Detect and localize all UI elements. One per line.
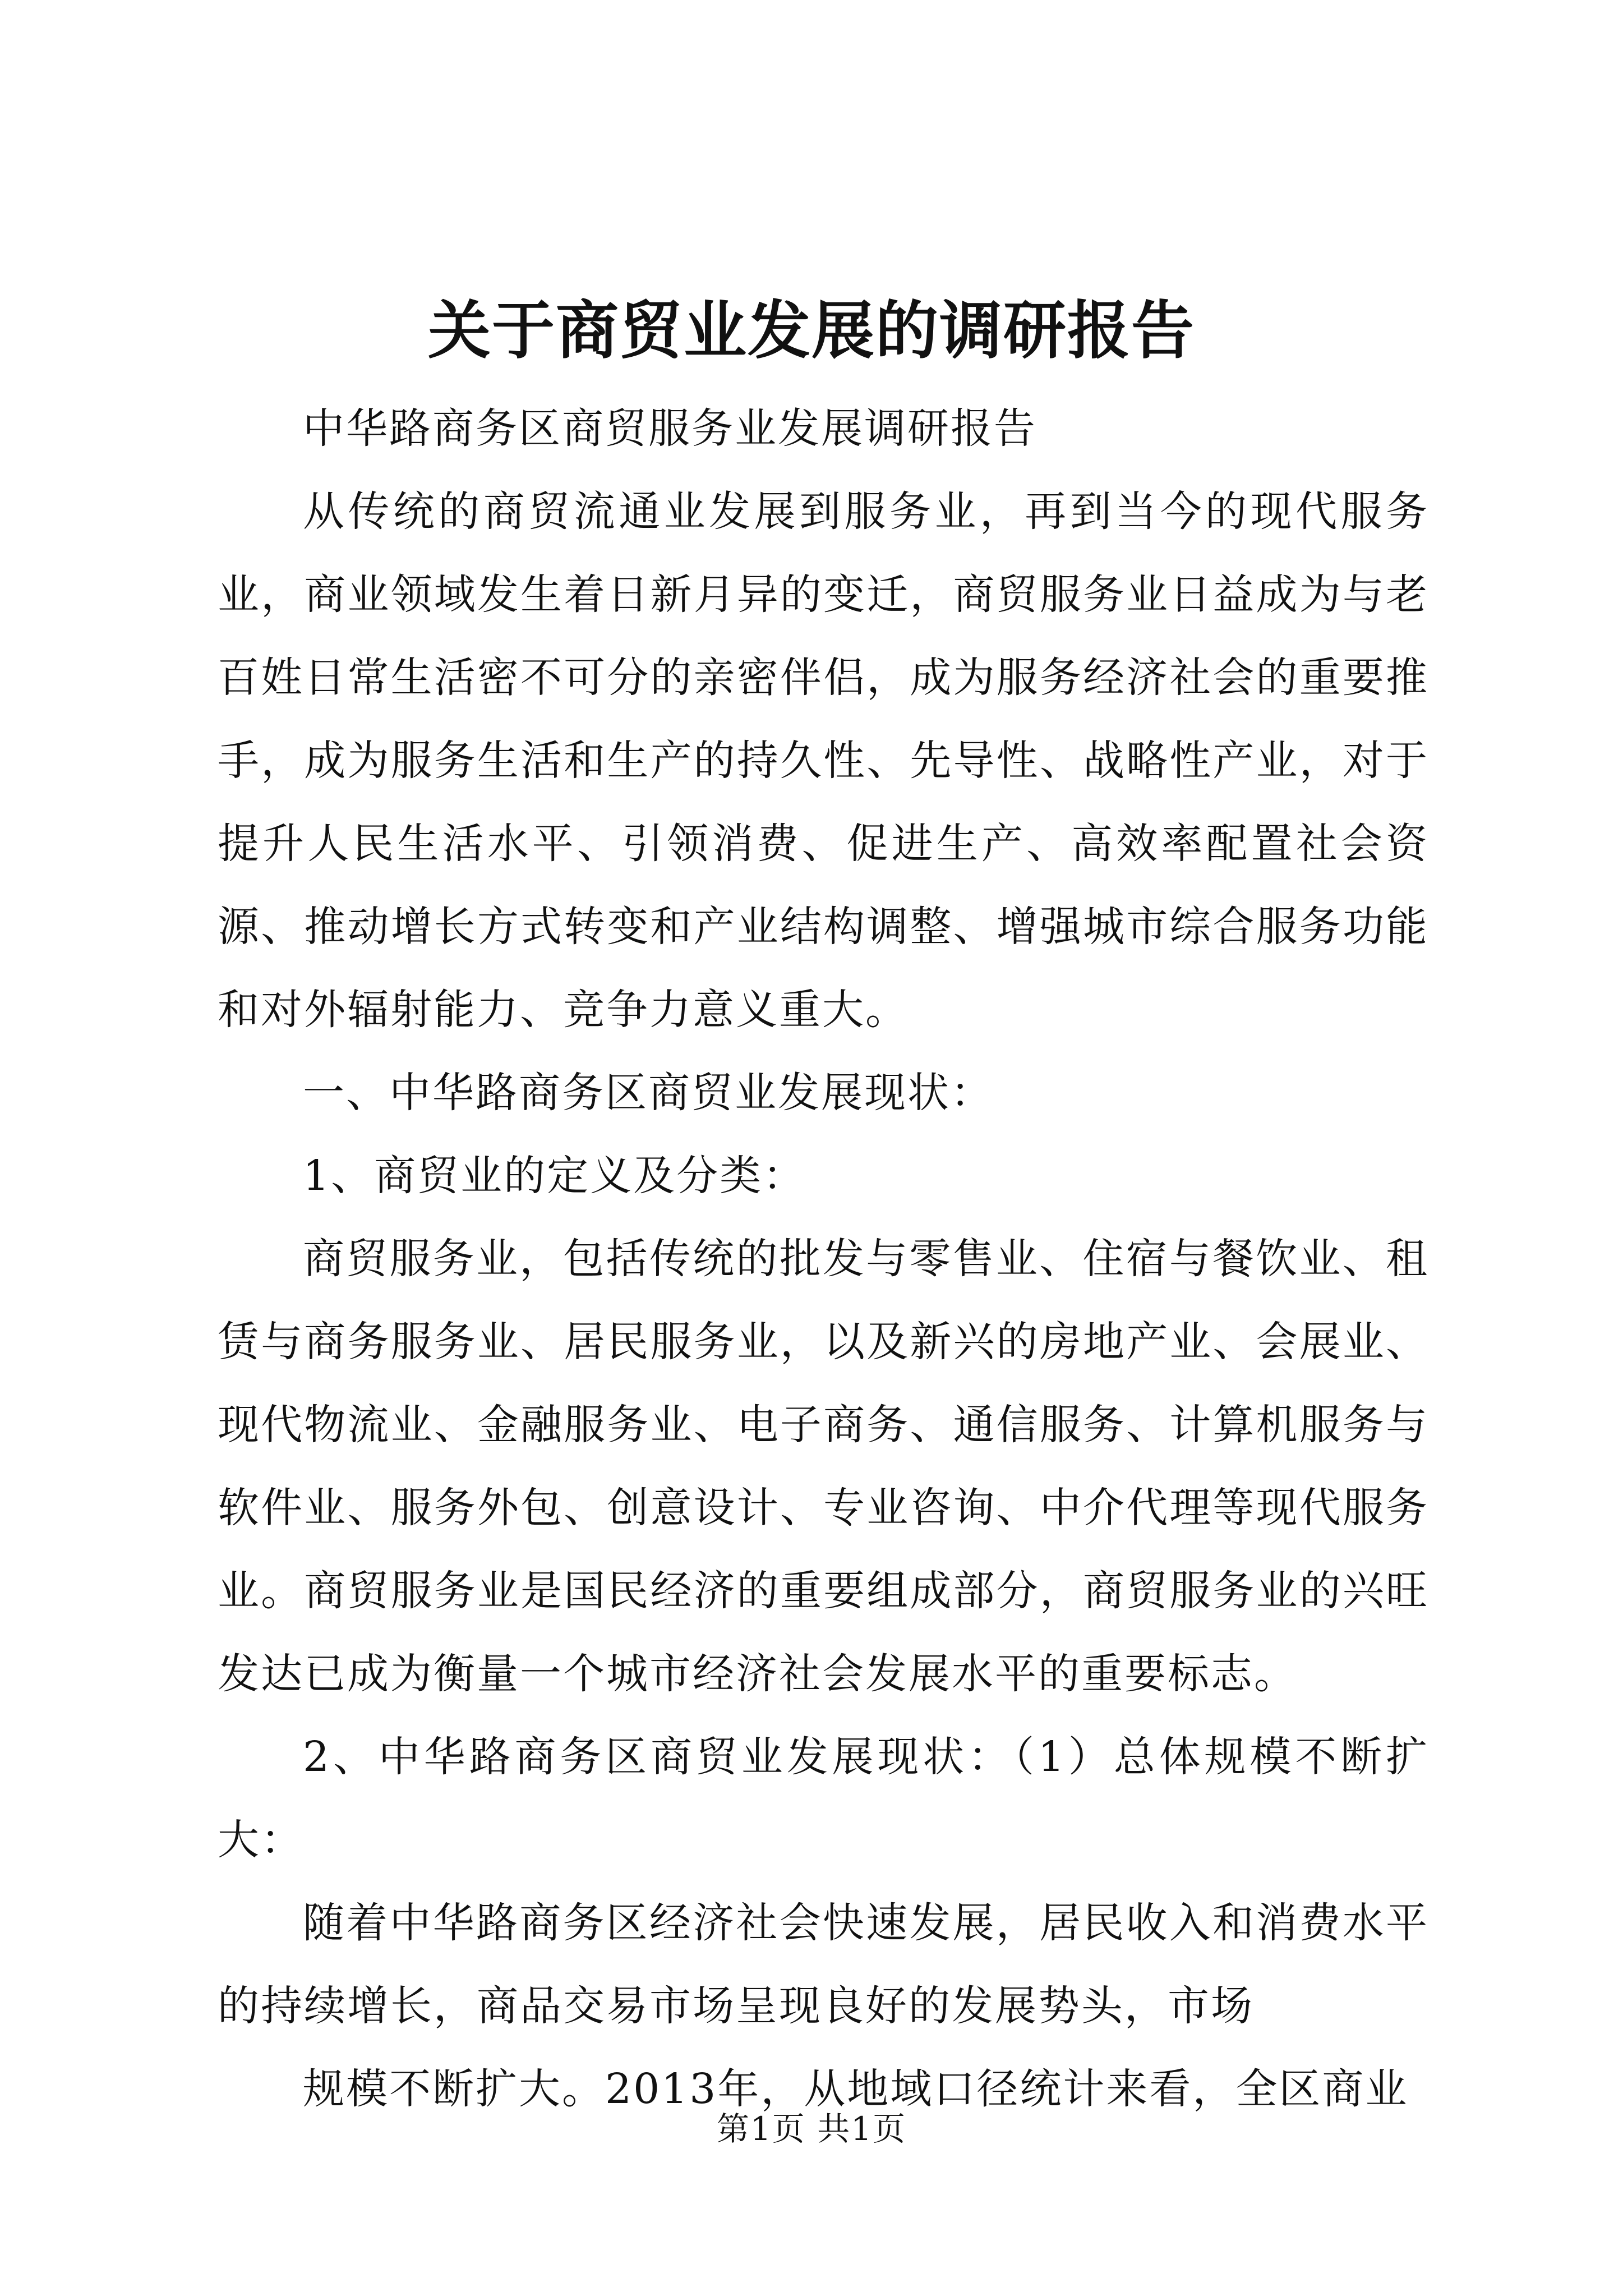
body-paragraph: 随着中华路商务区经济社会快速发展，居民收入和消费水平的持续增长，商品交易市场呈现良好的发展势头，市场 (218, 1899, 1429, 2030)
document-body (218, 387, 1429, 2131)
subtitle-paragraph: 中华路商务区商贸服务业发展调研报告 (303, 404, 1037, 453)
document-title: 关于商贸业发展的调研报告 (428, 294, 1195, 367)
intro-paragraph: 从传统的商贸流通业发展到服务业，再到当今的现代服务业，商业领域发生着日新月异的变迁，商贸服务业日益成为与老百姓日常生活密不可分的亲密伴侣，成为服务经济社会的重要推手，成为服务生活和生产的持久性、先导性、战略性产业，对于提升人民生活水平、引领消费、促进生产、高效率配置社会资源、推动增长方式转变和产业结构调整、增强城市综合服务功能和对外辐射能力、竞争力意义重大。 (218, 487, 1429, 1034)
body-paragraph: 规模不断扩大。2013年，从地域口径统计来看，全区商业 (303, 2065, 1409, 2113)
subsection-heading: 2、中华路商务区商贸业发展现状：（1）总体规模不断扩大： (218, 1733, 1429, 1864)
page-footer: 第1页 共1页 (716, 2110, 907, 2148)
definition-paragraph: 商贸服务业，包括传统的批发与零售业、住宿与餐饮业、租赁与商务服务业、居民服务业，以及新兴的房地产业、会展业、现代物流业、金融服务业、电子商务、通信服务、计算机服务与软件业、服务外包、创意设计、专业咨询、中介代理等现代服务业。商贸服务业是国民经济的重要组成部分，商贸服务业的兴旺发达已成为衡量一个城市经济社会发展水平的重要标志。 (218, 1235, 1429, 1698)
section-heading: 一、中华路商务区商贸业发展现状： (303, 1069, 994, 1117)
subsection-heading: 1、商贸业的定义及分类： (303, 1152, 806, 1200)
